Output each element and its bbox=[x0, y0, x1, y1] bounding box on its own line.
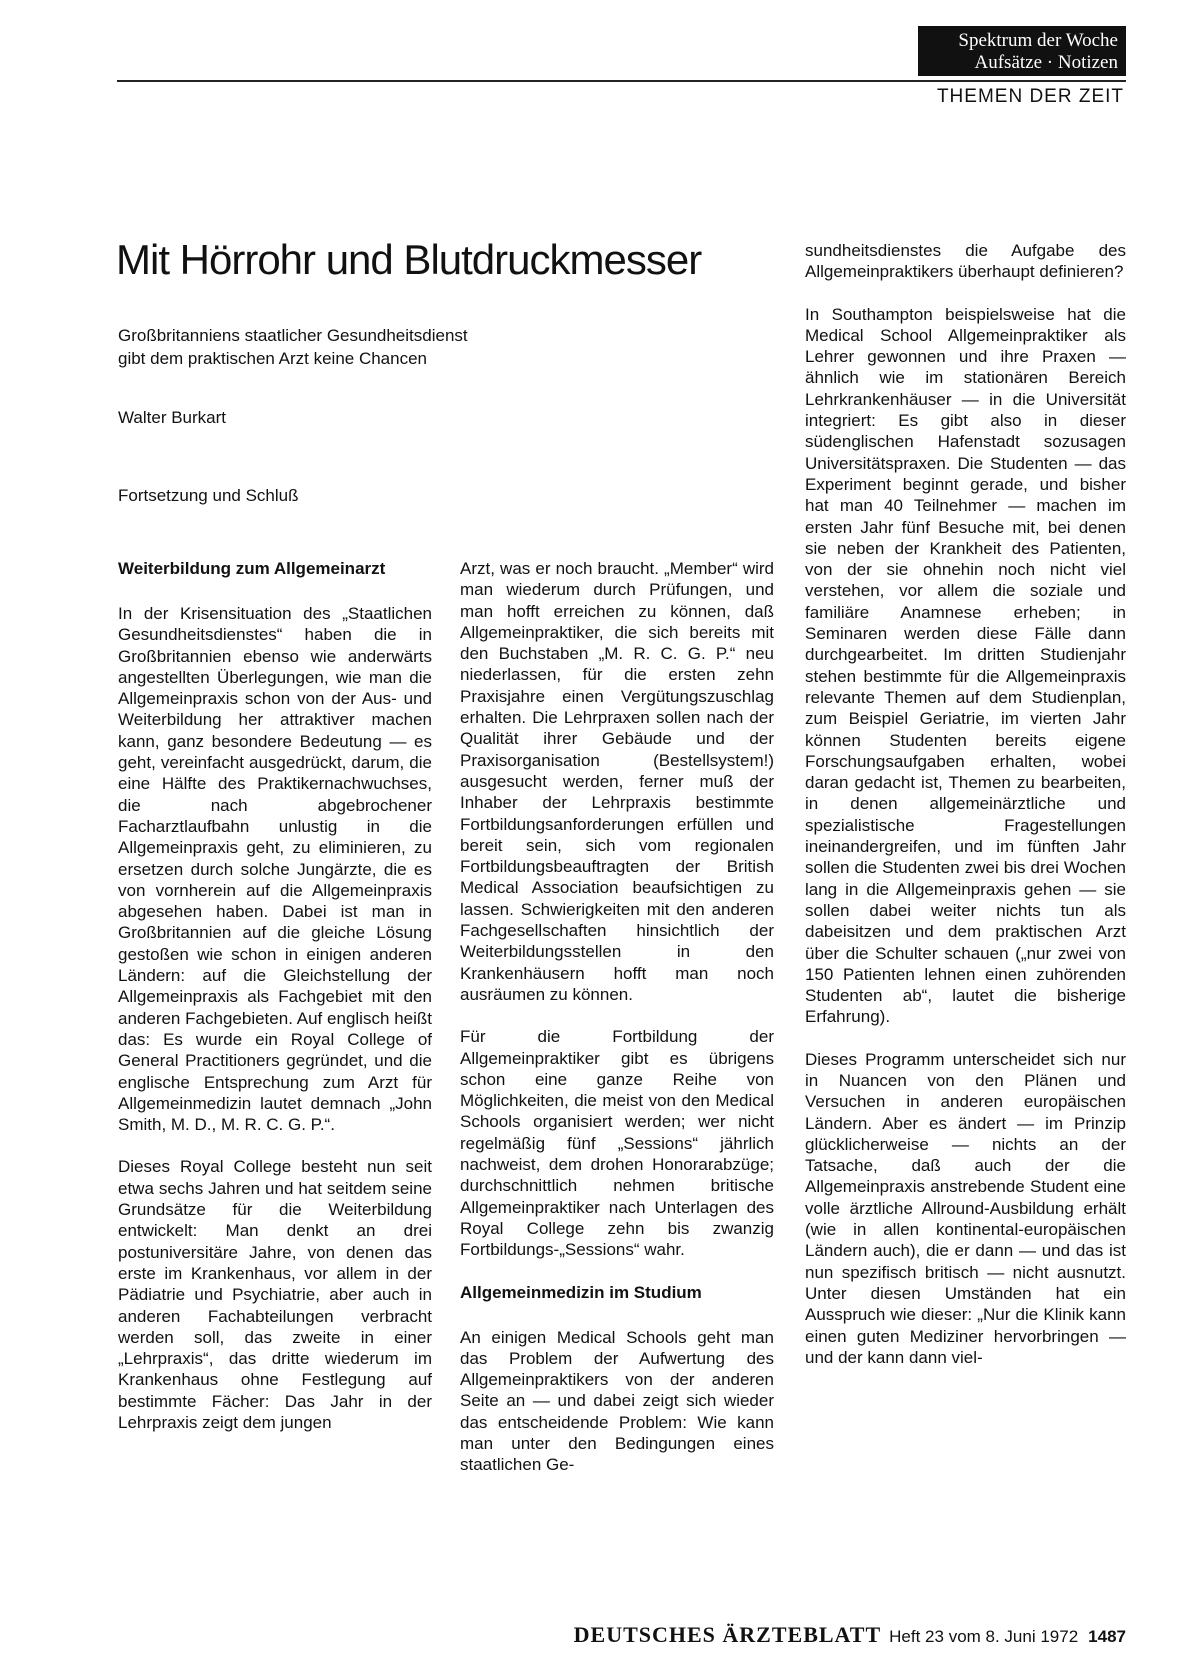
paragraph: Für die Fortbildung der Allgemeinpraktiker gibt es übrigens schon eine ganze Reihe von Möglichkeiten, die meist von den Medical Schools organisiert werden; wer nicht regelmäßig fünf „Sessions“ jährlich nachweist, dem drohen Honorarabzüge; durchschnittlich nehmen britische Allgemeinpraktiker nach Unterlagen des Royal College zehn bis zwanzig Fortbildungs-„Sessions“ wahr. bbox=[460, 1027, 774, 1260]
issue-info: Heft 23 vom 8. Juni 1972 bbox=[889, 1627, 1079, 1646]
paragraph: sundheitsdienstes die Aufgabe des Allgemeinpraktikers überhaupt definieren? bbox=[805, 241, 1126, 282]
paragraph: Arzt, was er noch braucht. „Member“ wird man wiederum durch Prüfungen, und man hofft erreichen zu können, daß Allgemeinpraktiker, die sich bereits mit den Buchstaben „M. R. C. G. P.“ neu niederlassen, für die ersten zehn Praxisjahre einen Vergütungszuschlag erhalten. Die Lehrpraxen sollen nach der Qualität ihrer Gebäude und der Praxisorganisation (Bestellsystem!) ausgesucht werden, ferner muß der Inhaber der Lehrpraxis bestimmte Fortbildungsanforderungen erfüllen und bereit sein, sich vom regionalen Fortbildungsbeauftragten der British Medical Association beaufsichtigen zu lassen. Schwierigkeiten mit den anderen Fachgesellschaften hinsichtlich der Weiterbildungsstellen in den Krankenhäusern hofft man noch ausräumen zu können. bbox=[460, 559, 774, 1004]
text-column-1 bbox=[118, 558, 432, 1454]
section-label: THEMEN DER ZEIT bbox=[936, 86, 1124, 107]
text-column-2 bbox=[460, 558, 774, 1497]
subtitle-line1: Großbritanniens staatlicher Gesundheitsdienst bbox=[118, 326, 468, 345]
author-name: Walter Burkart bbox=[118, 408, 227, 427]
subtitle-line2: gibt dem praktischen Arzt keine Chancen bbox=[118, 349, 428, 368]
section-heading: Weiterbildung zum Allgemeinarzt bbox=[118, 559, 386, 578]
text-column-3 bbox=[805, 240, 1126, 1389]
paragraph: In Southampton beispielsweise hat die Medical School Allgemeinpraktiker als Lehrer gewonnen und ihre Praxen — ähnlich wie im stationären Bereich Lehrkrankenhäuser — in die Universität integriert: Es gibt also in dieser südenglischen Hafenstadt sozusagen Universitätspraxen. Die Studenten — das Experiment beginnt gerade, und bisher hat man 40 Teilnehmer — machen im ersten Jahr fünf Besuche mit, bei denen sie neben der Krankheit des Patienten, von der sie ohnehin noch nicht viel verstehen, vor allem die soziale und familiäre Anamnese erheben; in Seminaren werden diese Fälle dann durchgearbeitet. Im dritten Studienjahr stehen bestimmte für die Allgemeinpraxis relevante Themen auf dem Studienplan, zum Beispiel Geriatrie, im vierten Jahr können Studenten bereits eigene Forschungsaufgaben erhalten, wobei daran gedacht ist, Themen zu bearbeiten, in denen allgemeinärztliche und spezialistische Fragestellungen ineinandergreifen, und im fünften Jahr sollen die Studenten zwei bis drei Wochen lang in die Allgemeinpraxis gehen — sie sollen dabei weiter nichts tun als dabeisitzen und dem praktischen Arzt über die Schulter schauen („nur zwei von 150 Patienten lehnen einen zuhörenden Studenten ab“, lautet die bisherige Erfahrung). bbox=[805, 304, 1126, 1027]
section-badge-line1: Spektrum der Woche bbox=[958, 30, 1118, 51]
section-badge-line2: Aufsätze · Notizen bbox=[974, 52, 1118, 73]
paragraph: An einigen Medical Schools geht man das Problem der Aufwertung des Allgemeinpraktikers von der anderen Seite an — und dabei zeigt sich wieder das entscheidende Problem: Wie kann man unter den Bedingungen eines staatlichen Ge- bbox=[460, 1327, 774, 1475]
continuation-note: Fortsetzung und Schluß bbox=[118, 486, 299, 505]
page-footer bbox=[520, 1622, 1126, 1648]
paragraph: Dieses Royal College besteht nun seit etwa sechs Jahren und hat seitdem seine Grundsätze für die Weiterbildung entwickelt: Man denkt an drei postuniversitäre Jahre, von denen das erste im Krankenhaus, vor allem in der Pädiatrie und Psychiatrie, aber auch in anderen Fachabteilungen verbracht werden soll, das zweite in einer „Lehrpraxis“, das dritte wiederum im Krankenhaus ohne Festlegung auf bestimmte Fächer: Das Jahr in der Lehrpraxis zeigt dem jungen bbox=[118, 1157, 432, 1432]
section-heading: Allgemeinmedizin im Studium bbox=[460, 1282, 702, 1302]
article-subtitle bbox=[118, 324, 678, 370]
paragraph: Dieses Programm unterscheidet sich nur in Nuancen von den Plänen und Versuchen in anderen europäischen Ländern. Aber es ändert — im Prinzip glücklicherweise — nichts an der Tatsache, daß auch der die Allgemeinpraxis anstrebende Student eine volle ärztliche Allround-Ausbildung erhält (wie in allen kontinental-europäischen Ländern auch), die er dann — und das ist nun spezifisch britisch — nicht ausnutzt. Unter diesen Umständen hat ein Ausspruch wie dieser: „Nur die Klinik kann einen guten Mediziner hervorbringen — und der kann dann viel- bbox=[805, 1049, 1126, 1367]
paragraph: In der Krisensituation des „Staatlichen Gesundheitsdienstes“ haben die in Großbritannien ebenso wie anderwärts angestellten Überlegungen, wie man die Allgemeinpraxis schon von der Aus- und Weiterbildung her attraktiver machen kann, ganz besondere Bedeutung — es geht, vereinfacht ausgedrückt, darum, die eine Hälfte des Praktikernachwuchses, die nach abgebrochener Facharztlaufbahn unlustig in die Allgemeinpraxis geht, zu eliminieren, zu ersetzen durch solche Jungärzte, die es von vornherein auf die Allgemeinpraxis abgesehen haben. Dabei ist man in Großbritannien auf die gleiche Lösung gestoßen wie schon in einigen anderen Ländern: auf die Gleichstellung der Allgemeinpraxis als Fachgebiet mit den anderen Fachgebieten. Auf englisch heißt das: Es wurde ein Royal College of General Practitioners gegründet, und die englische Entsprechung zum Arzt für Allgemeinmedizin lautet demnach „John Smith, M. D., M. R. C. G. P.“. bbox=[118, 604, 432, 1135]
header-rule bbox=[117, 80, 1126, 82]
section-badge bbox=[918, 26, 1126, 76]
article-title: Mit Hörrohr und Blutdruckmesser bbox=[116, 236, 702, 283]
journal-name: DEUTSCHES ÄRZTEBLATT bbox=[573, 1622, 882, 1647]
page-number: 1487 bbox=[1088, 1627, 1126, 1646]
